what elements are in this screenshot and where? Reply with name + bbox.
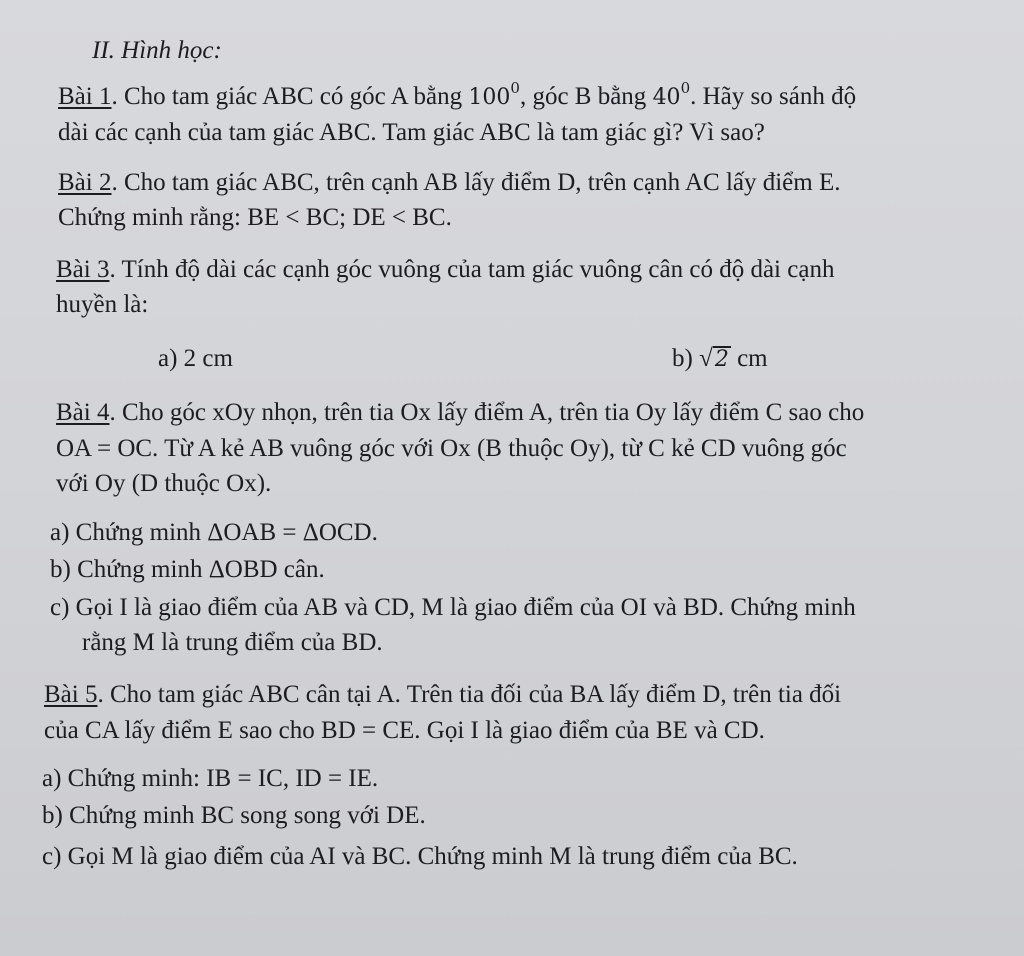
sqrt-radicand: 2	[714, 347, 729, 372]
angle-a-degree: 0	[510, 79, 520, 97]
exercise-3-line-1	[56, 255, 834, 285]
section-heading: II. Hình học:	[92, 37, 222, 64]
exercise-4-part-b: b) Chứng minh ΔOBD cân.	[50, 556, 325, 583]
exercise-2-label: Bài 2	[58, 169, 112, 196]
exercise-1-text-a: . Cho tam giác ABC có góc A bằng	[111, 83, 469, 110]
sqrt-icon: √	[699, 345, 713, 372]
exercise-3-label: Bài 3	[56, 256, 110, 283]
exercise-5-part-c: c) Gọi M là giao điểm của AI và BC. Chứng minh M là trung điểm của BC.	[42, 843, 798, 870]
angle-b-value	[652, 79, 691, 110]
option-b-prefix: b)	[672, 345, 700, 372]
exercise-5-text: . Cho tam giác ABC cân tại A. Trên tia đối của BA lấy điểm D, trên tia đối	[97, 681, 842, 708]
exercise-4-line-2: OA = OC. Từ A kẻ AB vuông góc với Ox (B thuộc Oy), từ C kẻ CD vuông góc	[56, 435, 847, 462]
exercise-3-option-b	[672, 344, 768, 374]
exercise-5-label: Bài 5	[44, 681, 98, 708]
exercise-4-part-a: a) Chứng minh ΔOAB = ΔOCD.	[50, 519, 378, 546]
exercise-4-text: . Cho góc xOy nhọn, trên tia Ox lấy điểm A, trên tia Oy lấy điểm C sao cho	[109, 399, 865, 426]
exercise-3-text: . Tính độ dài các cạnh góc vuông của tam giác vuông cân có độ dài cạnh	[109, 256, 835, 283]
exercise-3-line-2: huyền là:	[56, 291, 149, 318]
angle-a-number: 100	[468, 85, 511, 110]
exercise-2-text: . Cho tam giác ABC, trên cạnh AB lấy điểm D, trên cạnh AC lấy điểm E.	[111, 169, 841, 196]
exercise-5-part-a: a) Chứng minh: IB = IC, ID = IE.	[42, 765, 379, 792]
exercise-5-line-2: của CA lấy điểm E sao cho BD = CE. Gọi I là giao điểm của BE và CD.	[44, 717, 765, 744]
exercise-4-line-3: với Oy (D thuộc Ox).	[56, 470, 272, 497]
exercise-1-label: Bài 1	[58, 83, 112, 110]
exercise-5-line-1	[44, 680, 841, 710]
angle-b-degree: 0	[680, 79, 691, 97]
exercise-2-line-1	[58, 168, 841, 198]
angle-a-value	[468, 79, 520, 110]
exercise-5-part-b: b) Chứng minh BC song song với DE.	[42, 802, 426, 829]
angle-b-number: 40	[652, 85, 681, 110]
sqrt-expression	[699, 344, 731, 374]
exercise-1-line-2: dài các cạnh của tam giác ABC. Tam giác ABC là tam giác gì? Vì sao?	[58, 119, 765, 146]
exercise-4-label: Bài 4	[56, 399, 110, 426]
exercise-1-text-c: . Hãy so sánh độ	[690, 83, 857, 110]
option-b-unit: cm	[730, 345, 768, 372]
exercise-1-text-b: , góc B bằng	[519, 83, 653, 110]
exercise-4-line-1	[56, 398, 864, 428]
exercise-4-part-c-line-1: c) Gọi I là giao điểm của AB và CD, M là giao điểm của OI và BD. Chứng minh	[50, 594, 856, 621]
exercise-4-part-c-line-2: rằng M là trung điểm của BD.	[82, 629, 383, 656]
exercise-2-line-2: Chứng minh rằng: BE < BC; DE < BC.	[58, 204, 452, 231]
exercise-1-line-1	[58, 79, 857, 113]
exercise-3-option-a: a) 2 cm	[158, 345, 233, 372]
